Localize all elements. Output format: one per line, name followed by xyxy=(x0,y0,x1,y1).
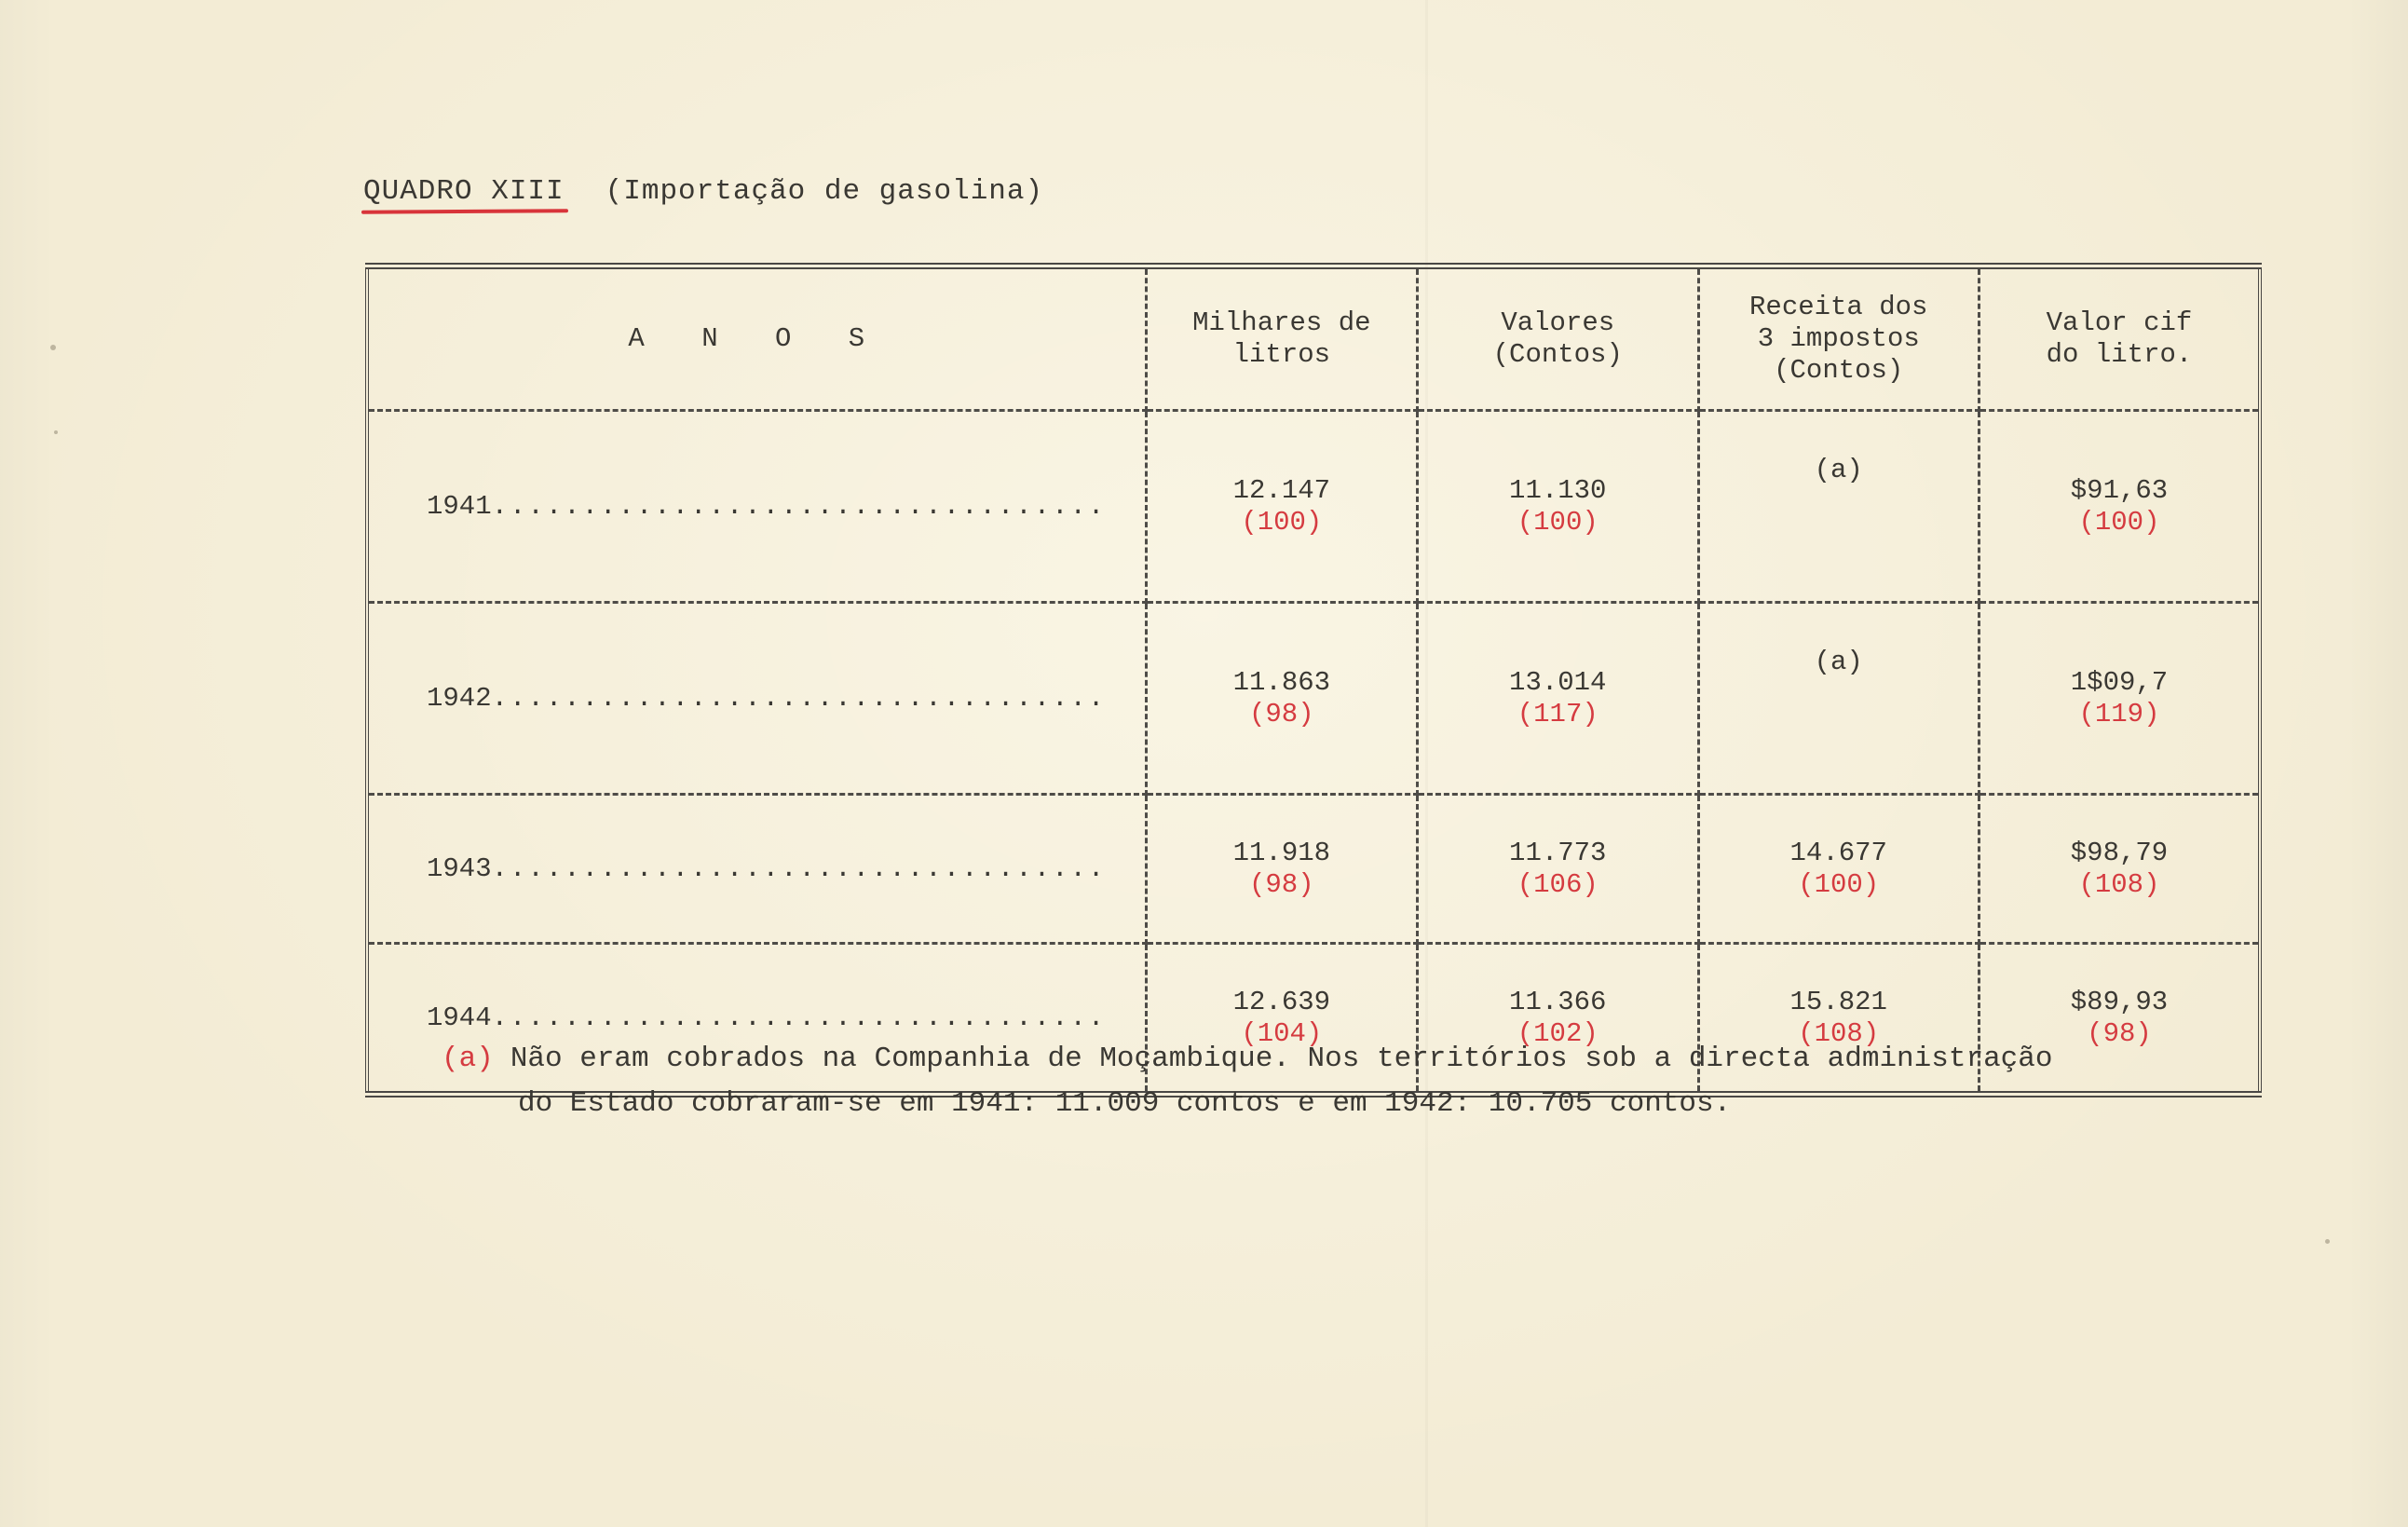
footnote xyxy=(442,1037,2052,1126)
milhares-index: (100) xyxy=(1241,506,1323,538)
valores-index: (106) xyxy=(1517,868,1599,900)
year-label: 1944 xyxy=(427,1002,492,1033)
valores-index: (100) xyxy=(1517,506,1599,538)
cif-cell xyxy=(1979,603,2260,795)
milhares-index: (104) xyxy=(1241,1017,1323,1049)
valores-value: 11.773 xyxy=(1509,837,1607,868)
valores-index: (102) xyxy=(1517,1017,1599,1049)
receita-value: 14.677 xyxy=(1789,837,1887,868)
leader-dots: .................................. xyxy=(491,1002,1107,1033)
receita-cell xyxy=(1698,411,1979,603)
receita-value: (a) xyxy=(1814,647,1863,677)
cif-value: $91,63 xyxy=(2070,474,2169,506)
year-cell xyxy=(367,603,1146,795)
milhares-value: 12.639 xyxy=(1232,986,1331,1017)
cif-cell xyxy=(1979,795,2260,944)
table-title xyxy=(363,175,1043,208)
quadro-code: QUADRO XIII xyxy=(363,175,565,208)
milhares-value: 11.918 xyxy=(1232,837,1331,868)
year-label: 1941 xyxy=(427,490,492,522)
table-row xyxy=(367,411,2260,603)
valores-cell xyxy=(1418,411,1698,603)
milhares-value: 12.147 xyxy=(1232,474,1331,506)
year-label: 1942 xyxy=(427,682,492,714)
table-row xyxy=(367,603,2260,795)
footnote-line-1: Não eram cobrados na Companhia de Moçambique. Nos territórios sob a directa administração xyxy=(510,1043,2053,1075)
cif-value: $89,93 xyxy=(2070,986,2169,1017)
leader-dots: .................................. xyxy=(491,852,1107,884)
receita-value: (a) xyxy=(1814,455,1863,485)
receita-index: (108) xyxy=(1798,1017,1880,1049)
milhares-value: 11.863 xyxy=(1232,666,1331,698)
valores-value: 11.130 xyxy=(1509,474,1607,506)
gasoline-import-table xyxy=(365,263,2262,1098)
milhares-index: (98) xyxy=(1249,698,1314,729)
year-label: 1943 xyxy=(427,852,492,884)
table-row xyxy=(367,795,2260,944)
footnote-mark: (a) xyxy=(442,1043,494,1075)
cif-index: (98) xyxy=(2087,1017,2152,1049)
table-header-row xyxy=(367,266,2260,411)
valores-index: (117) xyxy=(1517,698,1599,729)
valores-value: 13.014 xyxy=(1509,666,1607,698)
paper-speck xyxy=(54,430,58,434)
milhares-cell xyxy=(1146,795,1417,944)
receita-cell xyxy=(1698,603,1979,795)
header-valores: Valores (Contos) xyxy=(1418,266,1698,411)
cif-index: (100) xyxy=(2078,506,2160,538)
leader-dots: .................................. xyxy=(491,682,1107,714)
year-cell xyxy=(367,795,1146,944)
milhares-index: (98) xyxy=(1249,868,1314,900)
receita-index: (100) xyxy=(1798,868,1880,900)
cif-value: 1$09,7 xyxy=(2070,666,2169,698)
receita-cell xyxy=(1698,795,1979,944)
quadro-subtitle: (Importação de gasolina) xyxy=(605,175,1044,208)
cif-value: $98,79 xyxy=(2070,837,2169,868)
leader-dots: .................................. xyxy=(491,490,1107,522)
milhares-cell xyxy=(1146,411,1417,603)
valores-cell xyxy=(1418,795,1698,944)
milhares-cell xyxy=(1146,603,1417,795)
header-receita: Receita dos 3 impostos (Contos) xyxy=(1698,266,1979,411)
year-cell xyxy=(367,411,1146,603)
valores-value: 11.366 xyxy=(1509,986,1607,1017)
cif-index: (119) xyxy=(2078,698,2160,729)
cif-index: (108) xyxy=(2078,868,2160,900)
valores-cell xyxy=(1418,603,1698,795)
header-valor-cif: Valor cif do litro. xyxy=(1979,266,2260,411)
header-anos: A N O S xyxy=(367,266,1146,411)
paper-speck xyxy=(2325,1239,2330,1244)
header-milhares: Milhares de litros xyxy=(1146,266,1417,411)
paper-speck xyxy=(50,345,56,350)
footnote-line-2: do Estado cobraram-se em 1941: 11.009 contos e em 1942: 10.705 contos. xyxy=(518,1087,1732,1120)
receita-value: 15.821 xyxy=(1789,986,1887,1017)
cif-cell xyxy=(1979,411,2260,603)
